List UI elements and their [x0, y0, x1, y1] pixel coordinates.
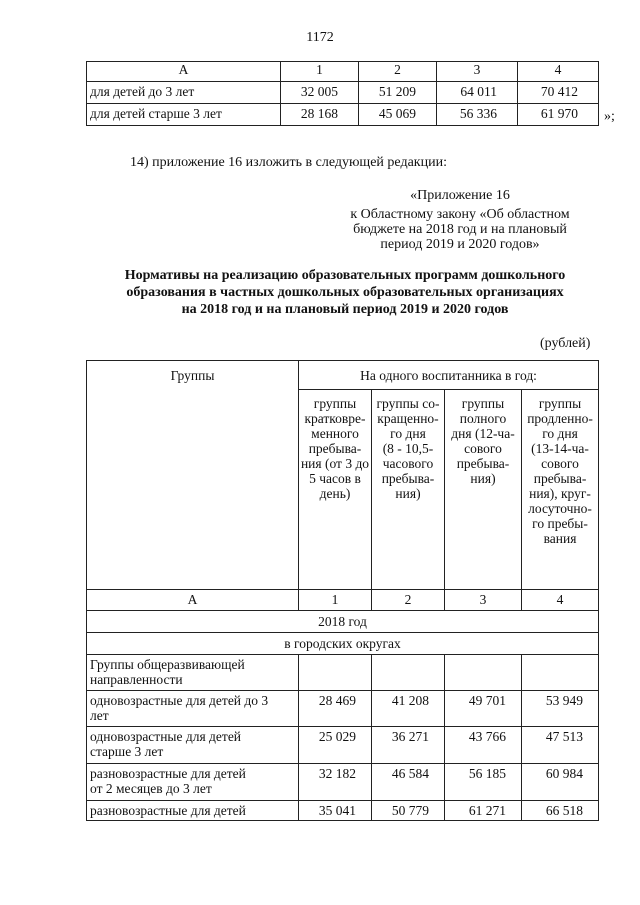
per-pupil-header: На одного воспитанника в год:: [299, 361, 599, 390]
empty-cell: [372, 655, 445, 691]
value-cell: 50 779: [372, 801, 445, 821]
row-label: разновозрастные для детей: [87, 801, 299, 821]
row-label: разновозрастные для детей от 2 месяцев до 3 лет: [87, 764, 299, 801]
row-label: для детей старше 3 лет: [87, 104, 281, 126]
table-row: [87, 82, 599, 104]
index-cell: 2: [372, 590, 445, 611]
value-cell: 64 011: [437, 82, 518, 104]
value-cell: 41 208: [372, 691, 445, 727]
year-label: 2018 год: [87, 611, 599, 633]
row-label: для детей до 3 лет: [87, 82, 281, 104]
column-header-full-day: группы полного дня (12-ча- сового пребыва- ния): [445, 390, 522, 590]
value-cell: 56 185: [445, 764, 522, 801]
closing-quote-mark: »;: [604, 109, 615, 124]
table-header-row: [87, 361, 599, 390]
header-cell: 2: [359, 62, 437, 82]
value-cell: 32 005: [281, 82, 359, 104]
year-row: [87, 611, 599, 633]
value-cell: 49 701: [445, 691, 522, 727]
amendment-item: 14) приложение 16 изложить в следующей редакции:: [130, 155, 447, 170]
index-cell: 1: [299, 590, 372, 611]
document-title: на 2018 год и на плановый период 2019 и 2020 годов: [181, 302, 509, 317]
value-cell: 66 518: [522, 801, 599, 821]
table-row: [87, 104, 599, 126]
index-row: [87, 590, 599, 611]
table-header-row: [87, 62, 599, 82]
index-cell: 3: [445, 590, 522, 611]
table-row: [87, 801, 599, 821]
region-label: в городских округах: [87, 633, 599, 655]
value-cell: 47 513: [522, 727, 599, 764]
table-row: [87, 691, 599, 727]
value-cell: 32 182: [299, 764, 372, 801]
header-cell: А: [87, 62, 281, 82]
column-header-reduced-day: группы со- кращенно- го дня (8 - 10,5- часового пребыва- ния): [372, 390, 445, 590]
value-cell: 45 069: [359, 104, 437, 126]
empty-cell: [445, 655, 522, 691]
value-cell: 28 469: [299, 691, 372, 727]
table-row: [87, 727, 599, 764]
appendix-line: к Областному закону «Об областном: [350, 207, 570, 222]
header-cell: 3: [437, 62, 518, 82]
value-cell: 70 412: [518, 82, 599, 104]
value-cell: 35 041: [299, 801, 372, 821]
units-label: (рублей): [540, 336, 591, 351]
document-title: образования в частных дошкольных образовательных организациях: [126, 285, 564, 300]
column-header-extended-day: группы продленно- го дня (13-14-ча- сового пребыва- ния), круг- лосуточно- го пребы- вания: [522, 390, 599, 590]
appendix-line: период 2019 и 2020 годов»: [380, 237, 540, 252]
header-cell: 1: [281, 62, 359, 82]
value-cell: 56 336: [437, 104, 518, 126]
header-cell: 4: [518, 62, 599, 82]
value-cell: 61 970: [518, 104, 599, 126]
value-cell: 28 168: [281, 104, 359, 126]
value-cell: 60 984: [522, 764, 599, 801]
index-cell: 4: [522, 590, 599, 611]
continuation-table: [86, 61, 599, 126]
value-cell: 36 271: [372, 727, 445, 764]
page-number: 1172: [306, 30, 334, 45]
column-header-short-stay: группы кратковре- менного пребыва- ния (от 3 до 5 часов в день): [299, 390, 372, 590]
value-cell: 25 029: [299, 727, 372, 764]
value-cell: 46 584: [372, 764, 445, 801]
appendix-line: бюджете на 2018 год и на плановый: [353, 222, 567, 237]
row-label: одновозрастные для детей до 3 лет: [87, 691, 299, 727]
table-row: [87, 764, 599, 801]
empty-cell: [299, 655, 372, 691]
document-title: Нормативы на реализацию образовательных программ дошкольного: [124, 268, 566, 283]
section-label: Группы общеразвивающей направленности: [87, 655, 299, 691]
value-cell: 53 949: [522, 691, 599, 727]
index-cell: А: [87, 590, 299, 611]
value-cell: 43 766: [445, 727, 522, 764]
value-cell: 51 209: [359, 82, 437, 104]
appendix-line: «Приложение 16: [410, 188, 510, 203]
empty-cell: [522, 655, 599, 691]
section-row: [87, 655, 599, 691]
region-row: [87, 633, 599, 655]
value-cell: 61 271: [445, 801, 522, 821]
normatives-table: [86, 360, 599, 821]
groups-header: Группы: [87, 361, 299, 590]
row-label: одновозрастные для детей старше 3 лет: [87, 727, 299, 764]
